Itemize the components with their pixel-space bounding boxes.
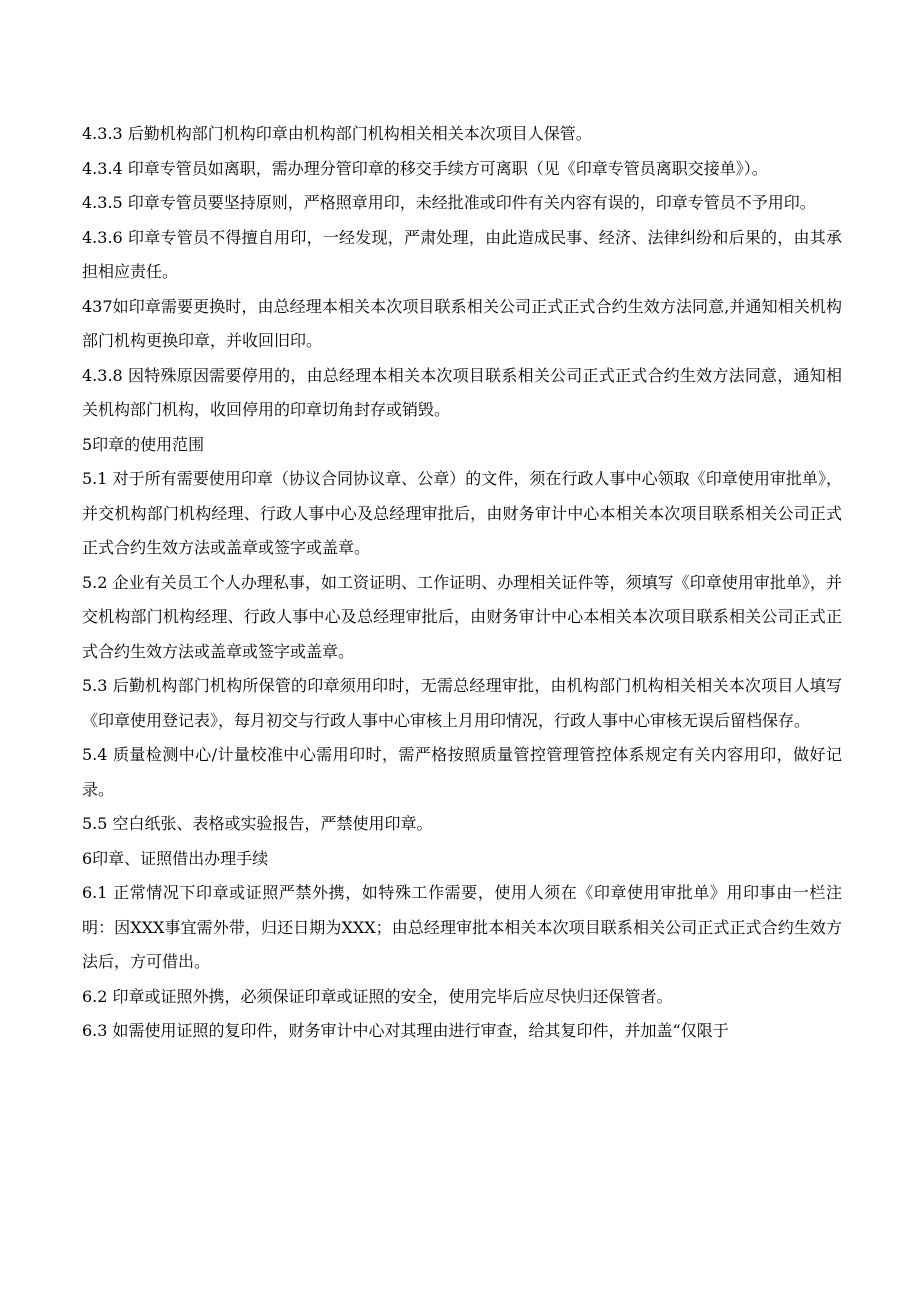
paragraph-5-1: 5.1 对于所有需要使用印章（协议合同协议章、公章）的文件，须在行政人事中心领取《印章使用审批单》，并交机构部门机构经理、行政人事中心及总经理审批后，由财务审计中心本相关本次项目联系相关公司正式正式合约生效方法或盖章或签字或盖章。 [82, 469, 842, 557]
document-body [82, 117, 842, 1049]
paragraph-6-1: 6.1 正常情况下印章或证照严禁外携，如特殊工作需要，使用人须在《印章使用审批单》用印事由一栏注明：因XXX事宜需外带，归还日期为XXX；由总经理审批本相关本次项目联系相关公司正式正式合约生效方法后，方可借出。 [82, 883, 842, 971]
section-heading-6: 6印章、证照借出办理手续 [82, 848, 269, 868]
paragraph-5-2: 5.2 企业有关员工个人办理私事，如工资证明、工作证明、办理相关证件等，须填写《印章使用审批单》，并交机构部门机构经理、行政人事中心及总经理审批后，由财务审计中心本相关本次项目联系相关公司正式正式合约生效方法或盖章或签字或盖章。 [82, 572, 842, 661]
paragraph-4-3-8: 4.3.8 因特殊原因需要停用的，由总经理本相关本次项目联系相关公司正式正式合约生效方法同意，通知相关机构部门机构，收回停用的印章切角封存或销毁。 [82, 365, 842, 419]
paragraph-5-4: 5.4 质量检测中心/计量校准中心需用印时，需严格按照质量管控管理管控体系规定有关内容用印，做好记录。 [82, 745, 842, 799]
paragraph-4-3-5: 4.3.5 印章专管员要坚持原则，严格照章用印，未经批准或印件有关内容有误的，印章专管员不予用印。 [82, 193, 816, 212]
paragraph-4-3-3: 4.3.3 后勤机构部门机构印章由机构部门机构相关相关本次项目人保管。 [82, 124, 592, 143]
paragraph-6-2: 6.2 印章或证照外携，必须保证印章或证照的安全，使用完毕后应尽快归还保管者。 [82, 986, 673, 1006]
section-heading-5: 5印章的使用范围 [82, 434, 205, 454]
paragraph-6-3: 6.3 如需使用证照的复印件，财务审计中心对其理由进行审查，给其复印件，并加盖“仅限于 [82, 1021, 729, 1040]
paragraph-4-3-7: 437如印章需要更换时，由总经理本相关本次项目联系相关公司正式正式合约生效方法同意,并通知相关机构部门机构更换印章，并收回旧印。 [82, 296, 842, 350]
paragraph-4-3-6: 4.3.6 印章专管员不得擅自用印，一经发现，严肃处理，由此造成民事、经济、法律纠纷和后果的，由其承担相应责任。 [82, 227, 842, 281]
paragraph-4-3-4: 4.3.4 印章专管员如离职，需办理分管印章的移交手续方可离职（见《印章专管员离职交接单》）。 [82, 158, 768, 178]
paragraph-5-3: 5.3 后勤机构部门机构所保管的印章须用印时，无需总经理审批，由机构部门机构相关相关本次项目人填写《印章使用登记表》，每月初交与行政人事中心审核上月用印情况，行政人事中心审核无误后留档保存。 [82, 676, 842, 730]
paragraph-5-5: 5.5 空白纸张、表格或实验报告，严禁使用印章。 [82, 814, 433, 833]
